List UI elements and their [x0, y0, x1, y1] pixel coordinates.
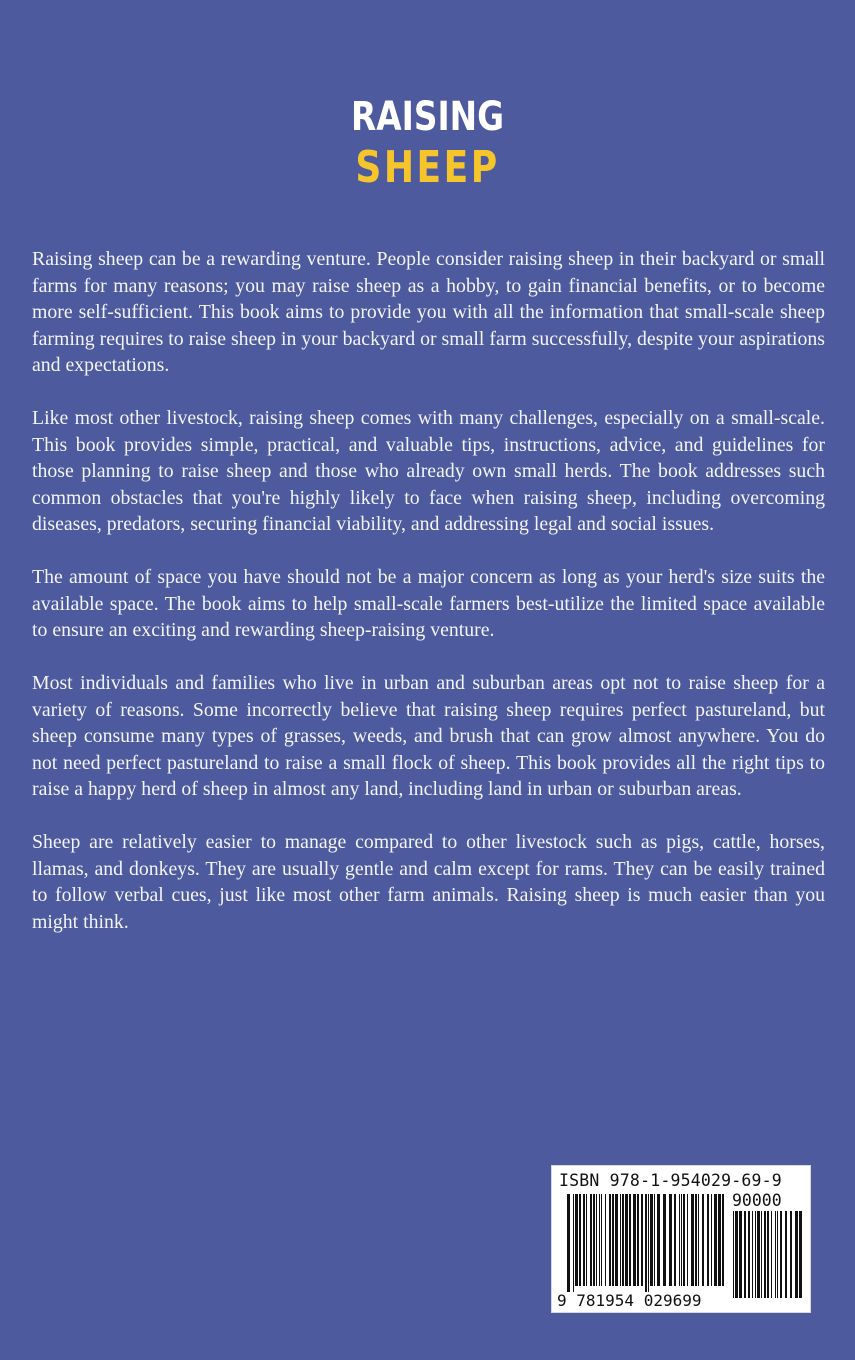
- barcode-bar: [648, 1194, 649, 1294]
- barcode-bar: [733, 1211, 734, 1298]
- title-line-raising: RAISING: [350, 94, 505, 140]
- barcode-bar: [629, 1194, 631, 1286]
- description-paragraph-2: Like most other livestock, raising sheep comes with many challenges, especially on a small-scale. This book provides simple, practical, and valuable tips, instructions, advice, and guidelines for those planning to raise sheep and those who already own small herds. The book addresses such common obstacles that you're highly likely to face when raising sheep, including overcoming diseases, predators, securing financial viability, and addressing legal and social issues.: [32, 407, 825, 535]
- barcode-digits: 9 781954 029699: [557, 1291, 702, 1310]
- barcode-bar: [752, 1211, 753, 1298]
- barcode-bar: [654, 1194, 655, 1286]
- barcode-bar: [695, 1194, 697, 1286]
- description-paragraph-5: Sheep are relatively easier to manage compared to other livestock such as pigs, cattle, horses, llamas, and donkeys. They are usually gentle and calm except for rams. They can be easily trained to follow verbal cues, just like most other farm animals. Raising sheep is much easier than you might think.: [32, 831, 825, 933]
- isbn-label: ISBN 978-1-954029-69-9: [559, 1171, 782, 1190]
- barcode-bar: [771, 1211, 772, 1298]
- barcode-bar: [691, 1194, 694, 1286]
- barcode-bar: [625, 1194, 628, 1286]
- barcode-bar: [633, 1194, 636, 1286]
- barcode-bar: [615, 1194, 618, 1286]
- barcode-bar: [645, 1194, 647, 1294]
- barcode-bar: [622, 1194, 624, 1286]
- barcode-bar: [657, 1194, 660, 1286]
- barcode-bar: [755, 1211, 756, 1298]
- barcode-bar: [663, 1194, 666, 1286]
- barcode-bar: [795, 1211, 798, 1298]
- barcode-bar: [777, 1211, 778, 1298]
- barcode-bar: [575, 1194, 578, 1286]
- barcode-bar: [707, 1194, 709, 1286]
- barcode-bar: [764, 1211, 766, 1298]
- barcode-bar: [790, 1211, 792, 1298]
- description-paragraph-4: Most individuals and families who live in urban and suburban areas opt not to raise sheep for a variety of reasons. Some incorrectly believe that raising sheep requires perfect pastureland, but sheep consume many types of grasses, weeds, and brush that can grow almost anywhere. You do not need perfect pastureland to raise a small flock of sheep. This book provides all the right tips to raise a happy herd of sheep in almost any land, including land in urban or suburban areas.: [32, 672, 825, 800]
- barcode-bar: [579, 1194, 581, 1286]
- barcode-bar: [722, 1194, 724, 1286]
- barcode-bar: [757, 1211, 760, 1298]
- barcode-bar: [767, 1211, 769, 1298]
- barcode-bar: [650, 1194, 653, 1286]
- barcode-bar: [605, 1194, 606, 1286]
- isbn-barcode-box: [551, 1165, 811, 1313]
- barcode-bar: [711, 1194, 712, 1286]
- barcode-bar: [583, 1194, 585, 1286]
- barcode-bar: [718, 1194, 721, 1286]
- barcode-bar: [739, 1211, 742, 1298]
- barcode-bar: [593, 1194, 595, 1286]
- barcode-addon-bars: [732, 1211, 804, 1306]
- barcode-bar: [785, 1211, 787, 1298]
- barcode-bar: [609, 1194, 611, 1286]
- barcode-bar: [637, 1194, 639, 1286]
- barcode-bar: [586, 1194, 587, 1286]
- barcode-bar: [641, 1194, 643, 1286]
- barcode-bar: [681, 1194, 682, 1286]
- barcode-bar: [601, 1194, 602, 1286]
- barcode-bar: [669, 1194, 672, 1286]
- barcode-bar: [590, 1194, 592, 1286]
- barcode-bar: [596, 1194, 597, 1286]
- barcode-bar: [567, 1194, 570, 1294]
- barcode-bar: [744, 1211, 746, 1298]
- barcode-bar: [612, 1194, 614, 1286]
- barcode-bar: [780, 1211, 782, 1298]
- barcode-bar: [761, 1211, 762, 1298]
- barcode-bar: [702, 1194, 704, 1286]
- barcode-bar: [714, 1194, 717, 1286]
- barcode-bar: [735, 1211, 738, 1298]
- barcode-bar: [679, 1194, 680, 1286]
- description-paragraph-1: Raising sheep can be a rewarding venture. People consider raising sheep in their backyard or small farms for many reasons; you may raise sheep as a hobby, to gain financial benefits, or to become more self-sufficient. This book aims to provide you with all the information that small-scale sheep farming requires to raise sheep in your backyard or small farm successfully, despite your aspirations and expectations.: [32, 248, 825, 376]
- barcode-bar: [748, 1211, 750, 1298]
- book-title: [0, 92, 855, 194]
- description-paragraph-3: The amount of space you have should not be a major concern as long as your herd's size suits the available space. The book aims to help small-scale farmers best-utilize the limited space available to ensure an exciting and rewarding sheep-raising venture.: [32, 566, 825, 641]
- price-code: 90000: [732, 1191, 782, 1210]
- barcode-bar: [683, 1194, 685, 1286]
- barcode-bar: [775, 1211, 776, 1298]
- book-description: [32, 246, 825, 962]
- barcode-bar: [573, 1194, 574, 1294]
- barcode-bar: [687, 1194, 688, 1286]
- barcode-bar: [620, 1194, 621, 1286]
- barcode-bar: [698, 1194, 699, 1286]
- barcode-bar: [799, 1211, 802, 1298]
- barcode-bar: [674, 1194, 676, 1286]
- title-line-sheep: SHEEP: [355, 142, 500, 193]
- barcode-bar: [599, 1194, 600, 1286]
- barcode-main-bars: [566, 1194, 726, 1294]
